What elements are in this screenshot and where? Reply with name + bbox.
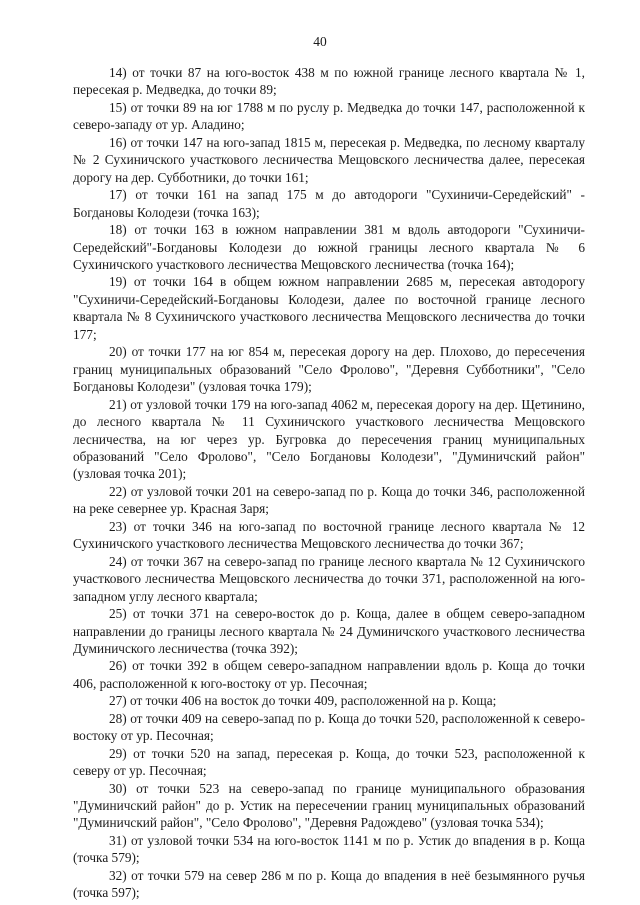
paragraph-29: 29) от точки 520 на запад, пересекая р. Коща, до точки 523, расположенной к северу от ур. Песочная; [73,745,585,779]
paragraph-22: 22) от узловой точки 201 на северо-запад по р. Коща до точки 346, расположенной на реке севернее ур. Красная Заря; [73,483,585,517]
page-number: 40 [313,34,327,49]
paragraph-20: 20) от точки 177 на юг 854 м, пересекая дорогу на дер. Плохово, до пересечения границ муниципальных образований "Село Фролово", "Деревня Субботники", "Село Богдановы Колодези" (узловая точка 179); [73,344,585,395]
paragraph-16: 16) от точки 147 на юго-запад 1815 м, пересекая р. Медведка, по лесному кварталу № 2 Сухиничского участкового лесничества Мещовского лесничества далее, пересекая дорогу на дер. Субботники, до точки 161; [73,134,585,185]
paragraph-28: 28) от точки 409 на северо-запад по р. Коща до точки 520, расположенной к северо-востоку от ур. Песочная; [73,710,585,744]
paragraph-24: 24) от точки 367 на северо-запад по границе лесного квартала № 12 Сухиничского участкового лесничества Мещовского лесничества до точки 371, расположенной на юго-западном углу лесного квартала; [73,553,585,604]
paragraph-26: 26) от точки 392 в общем северо-западном направлении вдоль р. Коща до точки 406, расположенной к юго-востоку от ур. Песочная; [73,658,585,691]
paragraph-23: 23) от точки 346 на юго-запад по восточной границе лесного квартала № 12 Сухиничского участкового лесничества Мещовского лесничества до точки 367; [73,518,585,552]
paragraph-19: 19) от точки 164 в общем южном направлении 2685 м, пересекая автодорогу "Сухиничи-Середейский-Богдановы Колодези, далее по восточной границе лесного квартала № 8 Сухиничского участкового лесничества Мещовского лесничества до точки 177; [73,274,585,342]
paragraph-25: 25) от точки 371 на северо-восток до р. Коща, далее в общем северо-западном направлении до границы лесного квартала № 24 Думиничского участкового лесничества Думиничского лесничества (точка 392); [73,606,585,656]
document-body [73,64,585,902]
paragraph-27: 27) от точки 406 на восток до точки 409, расположенной на р. Коща; [109,693,497,709]
paragraph-21: 21) от узловой точки 179 на юго-запад 4062 м, пересекая дорогу на дер. Щетинино, до лесного квартала № 11 Сухиничского участкового лесничества Мещовского лесничества, на юг через ур. Бугровка до пересечения границ муниципальных образований "Село Фролово", "Село Богдановы Колодези", "Думиничский район" (узловая точка 201); [73,396,585,482]
paragraph-15: 15) от точки 89 на юг 1788 м по руслу р. Медведка до точки 147, расположенной к северо-западу от ур. Аладино; [73,99,585,133]
paragraph-17: 17) от точки 161 на запад 175 м до автодороги "Сухиничи-Середейский" - Богдановы Колодези (точка 163); [73,187,585,220]
paragraph-18: 18) от точки 163 в южном направлении 381 м вдоль автодороги "Сухиничи-Середейский"-Богдановы Колодези до южной границы лесного квартала № 6 Сухиничского участкового лесничества Мещовского лесничества (точка 164); [73,222,585,272]
paragraph-14: 14) от точки 87 на юго-восток 438 м по южной границе лесного квартала № 1, пересекая р. Медведка, до точки 89; [73,65,585,98]
paragraph-32: 32) от точки 579 на север 286 м по р. Коща до впадения в неё безымянного ручья (точка 597); [73,867,585,901]
paragraph-30: 30) от точки 523 на северо-запад по границе муниципального образования "Думиничский район" до р. Устик на пересечении границ муниципальных образований "Думиничский район", "Село Фролово", "Деревня Радождево" (узловая точка 534); [73,780,585,831]
paragraph-31: 31) от узловой точки 534 на юго-восток 1141 м по р. Устик до впадения в р. Коща (точка 579); [73,832,585,866]
